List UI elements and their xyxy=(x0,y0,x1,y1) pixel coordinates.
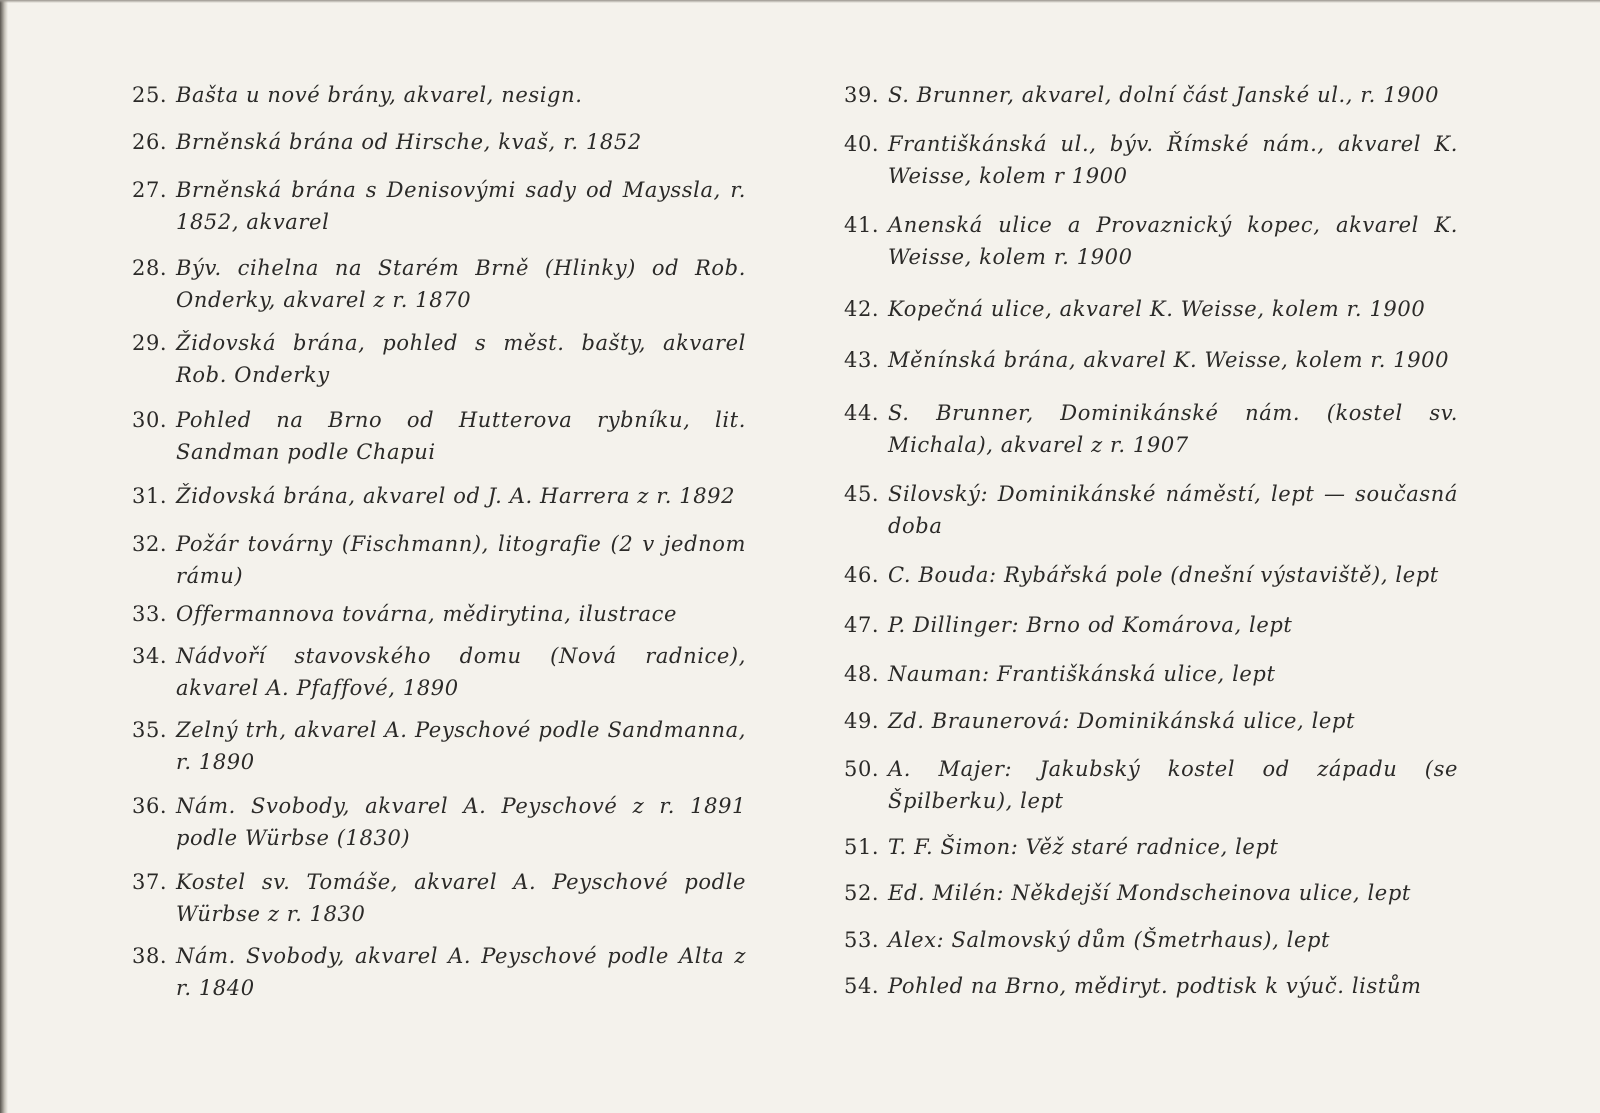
list-item xyxy=(844,344,1464,376)
item-text: Františkánská ul., býv. Římské nám., akvarel K. Weisse, kolem r 1900 xyxy=(888,132,1458,188)
item-number: 43. xyxy=(844,348,880,372)
item-number: 36. xyxy=(132,794,168,818)
item-text: Brněnská brána od Hirsche, kvaš, r. 1852 xyxy=(176,130,642,154)
item-number: 30. xyxy=(132,408,168,432)
item-text: Měnínská brána, akvarel K. Weisse, kolem r. 1900 xyxy=(888,348,1450,372)
list-item xyxy=(844,970,1464,1002)
right-column xyxy=(844,0,1464,1113)
item-number: 50. xyxy=(844,757,880,781)
list-item xyxy=(844,831,1464,863)
item-text: Pohled na Brno od Hutterova rybníku, lit. Sandman podle Chapui xyxy=(176,408,746,464)
item-number: 49. xyxy=(844,709,880,733)
item-number: 45. xyxy=(844,482,880,506)
list-item xyxy=(132,174,752,238)
list-item xyxy=(844,478,1464,542)
list-item xyxy=(844,209,1464,273)
item-text: C. Bouda: Rybářská pole (dnešní výstaviště), lept xyxy=(888,563,1439,587)
item-text: Kopečná ulice, akvarel K. Weisse, kolem r. 1900 xyxy=(888,297,1426,321)
item-text: Nádvoří stavovského domu (Nová radnice), akvarel A. Pfaffové, 1890 xyxy=(176,644,746,700)
list-item xyxy=(132,940,752,1004)
item-number: 42. xyxy=(844,297,880,321)
list-item xyxy=(844,705,1464,737)
list-item xyxy=(844,924,1464,956)
list-item xyxy=(132,480,752,512)
item-text: A. Majer: Jakubský kostel od západu (se Špilberku), lept xyxy=(888,757,1458,813)
item-number: 53. xyxy=(844,928,880,952)
item-text: Ed. Milén: Někdejší Mondscheinova ulice, lept xyxy=(888,881,1411,905)
item-number: 48. xyxy=(844,662,880,686)
item-text: P. Dillinger: Brno od Komárova, lept xyxy=(888,613,1293,637)
item-text: Požár továrny (Fischmann), litografie (2 v jednom rámu) xyxy=(176,532,746,588)
left-column xyxy=(132,0,752,1113)
list-item xyxy=(132,598,752,630)
item-number: 33. xyxy=(132,602,168,626)
list-item xyxy=(132,640,752,704)
list-item xyxy=(844,293,1464,325)
item-number: 44. xyxy=(844,401,880,425)
item-text: Kostel sv. Tomáše, akvarel A. Peyschové podle Würbse z r. 1830 xyxy=(176,870,746,926)
item-text: Nám. Svobody, akvarel A. Peyschové z r. 1891 podle Würbse (1830) xyxy=(176,794,746,850)
item-number: 31. xyxy=(132,484,168,508)
list-item xyxy=(844,877,1464,909)
list-item xyxy=(844,753,1464,817)
item-number: 40. xyxy=(844,132,880,156)
item-text: S. Brunner, akvarel, dolní část Janské ul., r. 1900 xyxy=(888,83,1440,107)
list-item xyxy=(132,79,752,111)
item-text: Zd. Braunerová: Dominikánská ulice, lept xyxy=(888,709,1356,733)
item-text: Pohled na Brno, mědiryt. podtisk k výuč. listům xyxy=(888,974,1422,998)
item-text: T. F. Šimon: Věž staré radnice, lept xyxy=(888,835,1279,859)
item-number: 28. xyxy=(132,256,168,280)
item-number: 47. xyxy=(844,613,880,637)
item-text: Židovská brána, akvarel od J. A. Harrera z r. 1892 xyxy=(176,484,736,508)
item-text: Silovský: Dominikánské náměstí, lept — současná doba xyxy=(888,482,1458,538)
item-number: 37. xyxy=(132,870,168,894)
list-item xyxy=(844,609,1464,641)
list-item xyxy=(844,128,1464,192)
item-text: Býv. cihelna na Starém Brně (Hlinky) od Rob. Onderky, akvarel z r. 1870 xyxy=(176,256,746,312)
list-item xyxy=(132,714,752,778)
list-item xyxy=(132,126,752,158)
item-number: 54. xyxy=(844,974,880,998)
item-number: 46. xyxy=(844,563,880,587)
list-item xyxy=(132,252,752,316)
item-text: S. Brunner, Dominikánské nám. (kostel sv. Michala), akvarel z r. 1907 xyxy=(888,401,1458,457)
item-number: 38. xyxy=(132,944,168,968)
item-number: 25. xyxy=(132,83,168,107)
item-text: Alex: Salmovský dům (Šmetrhaus), lept xyxy=(888,928,1331,952)
list-item xyxy=(844,79,1464,111)
item-text: Offermannova továrna, mědirytina, ilustrace xyxy=(176,602,677,626)
list-item xyxy=(844,397,1464,461)
item-text: Nauman: Františkánská ulice, lept xyxy=(888,662,1276,686)
item-number: 39. xyxy=(844,83,880,107)
list-item xyxy=(844,559,1464,591)
item-text: Zelný trh, akvarel A. Peyschové podle Sandmanna, r. 1890 xyxy=(176,718,746,774)
item-number: 29. xyxy=(132,331,168,355)
item-text: Brněnská brána s Denisovými sady od Mayssla, r. 1852, akvarel xyxy=(176,178,746,234)
list-item xyxy=(132,404,752,468)
list-item xyxy=(132,327,752,391)
item-number: 26. xyxy=(132,130,168,154)
item-number: 41. xyxy=(844,213,880,237)
item-number: 32. xyxy=(132,532,168,556)
item-number: 51. xyxy=(844,835,880,859)
item-text: Anenská ulice a Provaznický kopec, akvarel K. Weisse, kolem r. 1900 xyxy=(888,213,1458,269)
list-item xyxy=(132,790,752,854)
item-number: 52. xyxy=(844,881,880,905)
item-text: Nám. Svobody, akvarel A. Peyschové podle Alta z r. 1840 xyxy=(176,944,746,1000)
item-text: Židovská brána, pohled s měst. bašty, akvarel Rob. Onderky xyxy=(176,331,746,387)
list-item xyxy=(844,658,1464,690)
item-number: 27. xyxy=(132,178,168,202)
item-text: Bašta u nové brány, akvarel, nesign. xyxy=(176,83,583,107)
item-number: 35. xyxy=(132,718,168,742)
list-item xyxy=(132,866,752,930)
list-item xyxy=(132,528,752,592)
item-number: 34. xyxy=(132,644,168,668)
